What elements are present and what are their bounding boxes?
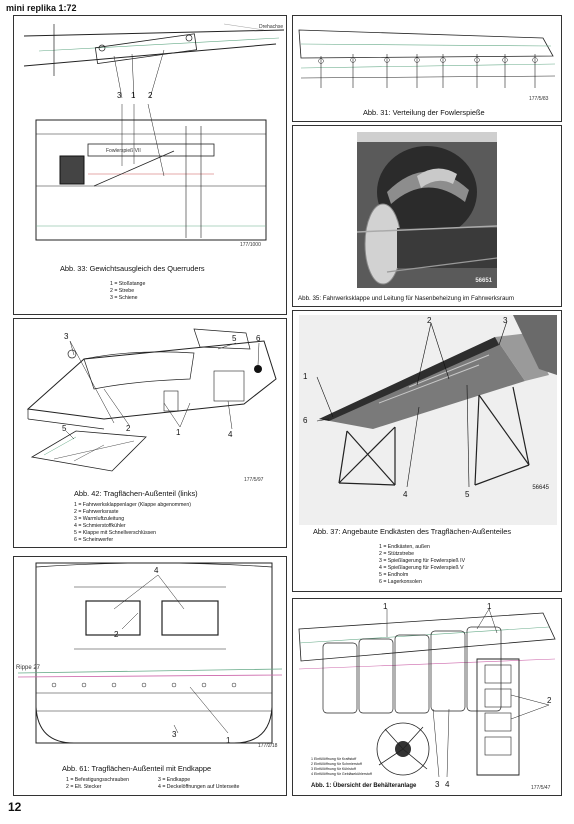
figure-61-caption: Abb. 61: Tragflächen-Außenteil mit Endkappe [62, 764, 212, 773]
legend-item: 2 = Elt. Stecker [66, 784, 102, 790]
callout-3: 3 [172, 730, 177, 739]
legend-item: 5 = Endholm [379, 572, 409, 578]
figure-61-legend-right [158, 777, 239, 791]
legend-item: 2 = Strebe [110, 288, 135, 294]
figure-1-panel [292, 598, 562, 796]
figure-42-caption: Abb. 42: Tragflächen-Außenteil (links) [74, 489, 198, 498]
legend-item: 1 = Fahrwerksklappenlager (Klappe abgenommen) [74, 502, 191, 508]
figure-31-caption: Abb. 31: Verteilung der Fowlerspieße [363, 108, 485, 117]
callout-5-lower: 5 [62, 424, 67, 433]
figure-33-caption: Abb. 33: Gewichtsausgleich des Querruders [60, 264, 205, 273]
legend-item: 1 = Endkästen, außen [379, 544, 430, 550]
note-item: 2 Einfüllöffnung für Schmierstoff [311, 762, 362, 766]
page-header-title: mini replika 1:72 [6, 3, 77, 13]
figure-42-panel [13, 318, 287, 548]
callout-1: 1 [487, 602, 492, 611]
legend-item: 2 = Fahrwerksraste [74, 509, 119, 515]
note-item: 4 Einfüllöffnung für Gebläsekühlerstoff [311, 772, 372, 776]
figure-42-legend [74, 502, 191, 544]
callout-4: 4 [445, 780, 450, 789]
figure-33-drawing [14, 16, 286, 256]
callout-4: 4 [403, 490, 408, 499]
legend-item: 1 = Stoßstange [110, 281, 146, 287]
callout-2: 2 [547, 696, 552, 705]
label-fowlerspiess: Fowlerspieß VII [106, 148, 141, 154]
legend-item: 3 = Spießlagerung für Fowlerspieß IV [379, 558, 466, 564]
figure-1-caption: Abb. 1: Übersicht der Behälteranlage [311, 783, 417, 789]
figure-42-drawing [14, 319, 286, 489]
callout-2: 2 [114, 630, 119, 639]
callout-5: 5 [232, 334, 237, 343]
callout-6: 6 [303, 416, 308, 425]
figure-1-ref: 177/5/47 [531, 785, 551, 791]
figure-35-photo-number: 56651 [475, 278, 492, 284]
figure-35-panel [292, 125, 562, 307]
figure-33-ref: 177/1000 [240, 242, 261, 248]
callout-1: 1 [303, 372, 308, 381]
figure-33-legend [110, 281, 145, 302]
figure-31-drawing [293, 16, 561, 104]
figure-61-legend-left [66, 777, 129, 791]
figure-61-panel [13, 556, 287, 796]
label-rippe-27: Rippe 27 [16, 665, 41, 671]
figure-37-photo-number: 56645 [532, 485, 549, 491]
legend-item: 3 = Endkappe [158, 777, 191, 783]
legend-item: 4 = Spießlagerung für Fowlerspieß V [379, 565, 464, 571]
callout-3: 3 [503, 316, 508, 325]
figure-42-ref: 177/5/97 [244, 477, 264, 483]
callout-6: 6 [256, 334, 261, 343]
figure-31-ref: 177/5/83 [529, 96, 549, 102]
figure-37-caption: Abb. 37: Angebaute Endkästen des Tragflächen-Außenteiles [313, 527, 512, 536]
callout-2: 2 [126, 424, 131, 433]
legend-item: 2 = Stützstrebe [379, 551, 415, 557]
callout-4: 4 [154, 566, 159, 575]
callout-3: 3 [117, 91, 122, 100]
callout-1: 1 [383, 602, 388, 611]
callout-3: 3 [435, 780, 440, 789]
callout-1: 1 [226, 736, 231, 745]
figure-37-photo [299, 315, 557, 525]
legend-item: 3 = Schiene [110, 295, 138, 301]
legend-item: 3 = Warmluftzuleitung [74, 516, 125, 522]
callout-2: 2 [148, 91, 153, 100]
note-item: 3 Einfüllöffnung für Kühlstoff [311, 767, 356, 771]
figure-33-panel [13, 15, 287, 315]
callout-3: 3 [64, 332, 69, 341]
figure-1-notes [311, 757, 372, 777]
figure-35-photo [357, 132, 497, 288]
callout-5: 5 [465, 490, 470, 499]
callout-4: 4 [228, 430, 233, 439]
figure-35-caption: Abb. 35: Fahrwerksklappe und Leitung für Nasenbeheizung im Fahrwerksraum [298, 295, 514, 302]
legend-item: 4 = Schmierstoffkühler [74, 523, 126, 529]
figure-37-panel [292, 310, 562, 592]
callout-1: 1 [176, 428, 181, 437]
figure-61-ref: 177/2/18 [258, 743, 278, 749]
label-drehachse: Drehachse [259, 24, 284, 30]
figure-61-drawing [14, 557, 286, 753]
legend-item: 6 = Lagerkonsolen [379, 579, 422, 585]
figure-37-legend [379, 544, 465, 586]
callout-1: 1 [131, 91, 136, 100]
legend-item: 5 = Klappe mit Schnellverschlüssen [74, 530, 157, 536]
legend-item: 1 = Befestigungsschrauben [66, 777, 130, 783]
figure-31-panel [292, 15, 562, 122]
legend-item: 4 = Deckelöffnungen auf Unterseite [158, 784, 240, 790]
page-number: 12 [8, 800, 22, 814]
legend-item: 6 = Scheinwerfer [74, 537, 114, 543]
callout-2: 2 [427, 316, 432, 325]
note-item: 1 Einfüllöffnung für Kraftstoff [311, 757, 357, 761]
